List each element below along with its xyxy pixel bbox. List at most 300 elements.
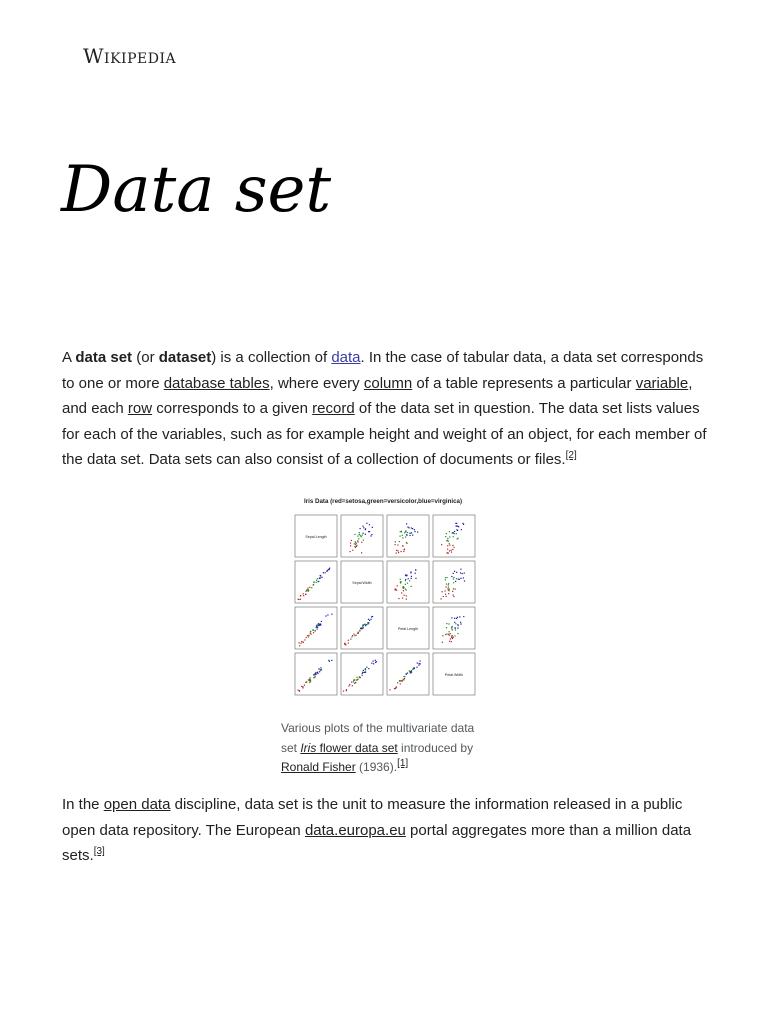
scatter-point [452,629,453,630]
scatter-point [303,593,304,594]
scatter-point [445,536,446,537]
link-data[interactable]: data [331,349,361,366]
link-database-tables[interactable]: database tables [163,374,270,392]
scatter-point [457,530,458,531]
link-data-europa[interactable]: data.europa.eu [304,821,406,839]
scatter-point [453,588,454,589]
scatter-point [405,531,406,532]
scatter-point [313,584,314,585]
scatter-point [361,536,362,537]
reference-link[interactable]: [1] [397,758,409,769]
scatter-point [396,552,397,553]
scatter-point [353,681,354,682]
scatter-point [406,542,407,543]
scatter-point [400,579,401,580]
scatter-point [307,588,308,589]
scatter-point [376,661,377,662]
scatter-point [399,536,400,537]
scatter-point [404,532,405,533]
scatter-point [461,529,462,530]
scatter-point [305,591,306,592]
scatter-point [350,545,351,546]
scatter-point [361,542,362,543]
scatter-point [453,577,454,578]
scatter-point [362,625,363,626]
scatter-point [407,672,408,673]
variable-label: Petal.Length [397,627,419,631]
intro-text: corresponds to a given [152,400,313,417]
scatter-point [359,630,360,631]
link-ronald-fisher[interactable]: Ronald Fisher [281,760,356,774]
scatter-point [363,672,364,673]
scatter-point [449,550,450,551]
scatter-point [403,679,404,680]
matrix-panel [433,515,475,557]
scatter-point [398,552,399,553]
scatter-point [356,635,357,636]
scatter-point [369,524,370,525]
scatter-point [406,534,407,535]
scatter-point [354,543,355,544]
scatter-point [331,660,332,661]
scatter-point [442,591,443,592]
scatter-point [363,540,364,541]
reference-link[interactable]: [2] [565,450,577,461]
scatter-point [464,580,465,581]
scatter-point [308,589,309,590]
matrix-panel [341,515,383,557]
scatter-point [420,660,421,661]
scatter-point [445,577,446,578]
scatter-point [445,586,446,587]
scatter-point [403,587,404,588]
scatter-point [451,637,452,638]
scatter-point [300,595,301,596]
matrix-panel [387,515,429,557]
scatter-point [368,619,369,620]
scatter-point [415,573,416,574]
scatter-point [454,618,455,619]
scatter-point [447,540,448,541]
scatter-point [331,614,332,615]
scatter-point [297,690,298,691]
scatter-point [362,628,363,629]
scatter-point [449,641,450,642]
scatter-point [456,572,457,573]
link-iris[interactable] [300,741,397,755]
scatter-point [349,551,350,552]
scatter-point [368,668,369,669]
scatter-point [368,622,369,623]
scatter-point [310,680,311,681]
scatter-point [362,672,363,673]
variable-label: Sepal.Length [305,535,327,539]
scatter-point [350,638,351,639]
scatter-point [311,587,312,588]
scatter-point [314,676,315,677]
scatter-point [356,543,357,544]
scatter-point [440,598,441,599]
scatter-point [452,545,453,546]
scatter-point [397,550,398,551]
scatter-point [409,670,410,671]
scatter-point [398,598,399,599]
scatter-point [453,582,454,583]
scatter-point [453,547,454,548]
scatter-point [365,672,366,673]
scatter-point [449,536,450,537]
scatter-point [452,626,453,627]
scatter-point [323,572,324,573]
scatter-point [316,625,317,626]
scatter-point [414,529,415,530]
scatter-point [320,667,321,668]
scatter-point [456,618,457,619]
scatter-point [346,689,347,690]
scatter-point [404,678,405,679]
bold-term-dataset: dataset [158,349,212,366]
scatter-point [305,594,306,595]
scatter-point [319,578,320,579]
scatter-point [457,628,458,629]
scatter-point [351,636,352,637]
scatter-point [395,541,396,542]
scatter-point [452,638,453,639]
scatter-point [447,552,448,553]
intro-text: of the data set in question. The data set lists values for each of the variables, such as for example height and weight of an object, for each member of the data set. Data sets can also consist of a collection of documents or files. [62,400,707,468]
scatter-point [356,545,357,546]
reference-1[interactable] [397,758,408,769]
scatter-point [405,530,406,531]
scatter-point [317,578,318,579]
scatter-point [319,671,320,672]
scatter-point [321,621,322,622]
scatter-point [313,632,314,633]
scatter-point [318,625,319,626]
scatter-point [343,691,344,692]
scatter-point [366,667,367,668]
scatter-point [321,577,322,578]
scatter-point [356,677,357,678]
scatter-point [418,665,419,666]
scatter-point [318,581,319,582]
scatter-point [407,532,408,533]
scatter-point [303,642,304,643]
scatter-point [408,527,409,528]
link-open-data[interactable]: open data [103,796,171,813]
scatter-point [397,585,398,586]
scatter-point [403,676,404,677]
scatter-point [448,541,449,542]
scatter-point [354,679,355,680]
scatter-point [460,622,461,623]
scatter-point [405,580,406,581]
scatter-point [397,682,398,683]
scatter-point [401,551,402,552]
reference-3[interactable] [94,846,105,857]
scatter-point [316,582,317,583]
para-text: In the [62,796,104,813]
link-variable[interactable]: variable [635,374,689,392]
scatter-point [400,582,401,583]
scatter-point [448,623,449,624]
scatter-point [401,592,402,593]
scatter-point [363,533,364,534]
scatter-point [372,527,373,528]
scatter-point [314,581,315,582]
scatter-point [449,544,450,545]
scatter-point [310,679,311,680]
scatter-point [462,523,463,524]
scatter-point [357,633,358,634]
scatter-point [400,683,401,684]
scatter-point [300,599,301,600]
scatter-point [405,588,406,589]
scatter-point [411,671,412,672]
scatter-point [352,635,353,636]
scatter-point [460,578,461,579]
scatter-point [298,642,299,643]
scatter-point [404,549,405,550]
scatter-point [446,577,447,578]
scatter-point [395,589,396,590]
scatter-point [452,549,453,550]
scatter-point [448,583,449,584]
scatter-point [399,680,400,681]
scatter-point [363,527,364,528]
intro-text: . In the case of tabular data, a data set corresponds to one or more [62,349,704,392]
scatter-point [357,679,358,680]
scatter-point [453,532,454,533]
intro-paragraph [62,345,710,473]
scatter-point [348,685,349,686]
scatter-point [448,586,449,587]
scatter-point [375,660,376,661]
scatter-point [310,677,311,678]
italic-iris: Iris [300,740,317,755]
link-row[interactable]: row [127,400,153,417]
reference-link[interactable]: [3] [93,846,105,857]
scatter-point [396,550,397,551]
scatter-point [318,668,319,669]
scatter-point [306,637,307,638]
scatter-point [449,635,450,636]
scatter-point [355,544,356,545]
caption-text: introduced by [397,740,474,755]
scatter-point [403,588,404,589]
open-data-paragraph [62,792,710,869]
scatter-point [456,523,457,524]
scatter-point [373,663,374,664]
scatter-point [321,669,322,670]
scatter-point [366,523,367,524]
scatter-point [359,532,360,533]
scatter-point [455,581,456,582]
scatter-point [360,528,361,529]
scatter-point [371,663,372,664]
scatter-point [328,569,329,570]
link-record[interactable]: record [312,400,355,417]
caption-text: (1936). [355,760,398,774]
scatter-point [356,546,357,547]
scatter-point [406,595,407,596]
scatter-point [318,623,319,624]
scatter-point [453,596,454,597]
scatter-point [453,573,454,574]
matrix-panel [387,561,429,603]
scatter-point [353,634,354,635]
scatter-point [399,541,400,542]
scatter-point [457,538,458,539]
scatter-point [317,628,318,629]
reference-2[interactable] [566,450,577,461]
scatter-point [351,540,352,541]
scatter-point [415,531,416,532]
scatter-point [352,550,353,551]
scatter-point [361,552,362,553]
scatter-point [351,681,352,682]
scatter-point [396,686,397,687]
scatter-point [456,578,457,579]
scatter-point [405,575,406,576]
scatter-point [344,643,345,644]
scatter-point [415,578,416,579]
scatter-point [451,641,452,642]
scatter-point [362,526,363,527]
scatter-point [449,590,450,591]
scatter-point [412,528,413,529]
scatter-point [417,662,418,663]
scatter-point [345,644,346,645]
scatter-point [450,638,451,639]
scatter-point [305,682,306,683]
scatter-point [454,531,455,532]
iris-figure [281,493,486,778]
matrix-panel [387,653,429,695]
scatter-point [307,635,308,636]
variable-label: Petal.Width [444,673,464,677]
scatter-point [320,669,321,670]
scatter-point [448,593,449,594]
para-text: portal aggregates more than a million data sets. [62,821,692,864]
scatter-point [415,570,416,571]
scatter-point [299,691,300,692]
scatter-point [446,633,447,634]
scatter-point [320,575,321,576]
scatter-point [369,531,370,532]
scatter-point [406,674,407,675]
plot-title: Iris Data (red=setosa,green=versicolor,blue=virginica) [303,498,463,505]
scatter-point [454,533,455,534]
scatter-point [451,628,452,629]
scatter-point [453,578,454,579]
scatter-point [370,619,371,620]
scatter-point [454,571,455,572]
link-column[interactable]: column [363,374,413,392]
scatter-point [372,616,373,617]
scatter-point [442,642,443,643]
scatter-point [452,591,453,592]
scatter-point [299,645,300,646]
scatter-point [366,624,367,625]
scatter-point [362,535,363,536]
scatter-point [448,631,449,632]
scatter-point [454,622,455,623]
scatter-point [450,633,451,634]
scatter-point [300,643,301,644]
para-text: discipline, data set is the unit to measure the information released in a public open data repository. The European [62,796,683,839]
scatter-point [445,579,446,580]
scatter-point [349,684,350,685]
scatter-point [371,534,372,535]
caption-text: Various plots of the multivariate data set [281,721,475,755]
scatter-point [357,540,358,541]
scatter-point [458,625,459,626]
scatter-point [443,596,444,597]
scatter-point [317,627,318,628]
scatter-point [447,545,448,546]
scatter-point [446,627,447,628]
scatter-point [446,583,447,584]
scatter-point [411,578,412,579]
scatter-point [316,627,317,628]
wikipedia-logo[interactable]: Wikipedia [83,44,177,68]
scatter-point [402,597,403,598]
scatter-point [451,551,452,552]
scatter-point [455,588,456,589]
scatter-point [460,569,461,570]
scatter-point [460,572,461,573]
bold-term-data-set: data set [75,349,133,366]
scatter-point [413,667,414,668]
scatter-point [400,531,401,532]
scatter-point [455,629,456,630]
scatter-point [453,536,454,537]
scatter-point [408,578,409,579]
scatter-point [313,677,314,678]
scatter-point [416,667,417,668]
scatter-point [302,686,303,687]
scatter-point [456,525,457,526]
scatter-point [407,526,408,527]
scatter-point [301,641,302,642]
scatter-point [360,628,361,629]
scatter-point [362,673,363,674]
scatter-point [411,670,412,671]
scatter-point [348,640,349,641]
scatter-point [448,584,449,585]
scatter-point [310,633,311,634]
scatter-point [441,544,442,545]
scatter-point [400,581,401,582]
iris-scatterplot-matrix[interactable] [281,493,486,703]
scatter-point [411,576,412,577]
scatter-point [316,624,317,625]
scatter-point [359,534,360,535]
variable-label: Sepal.Width [352,581,372,585]
scatter-point [459,616,460,617]
scatter-point [411,672,412,673]
scatter-point [451,576,452,577]
scatter-point [327,614,328,615]
intro-text: ) is a collection of [211,349,332,366]
scatter-point [449,543,450,544]
scatter-point [354,546,355,547]
scatter-point [401,531,402,532]
scatter-point [389,689,390,690]
scatter-point [410,572,411,573]
scatter-point [298,599,299,600]
